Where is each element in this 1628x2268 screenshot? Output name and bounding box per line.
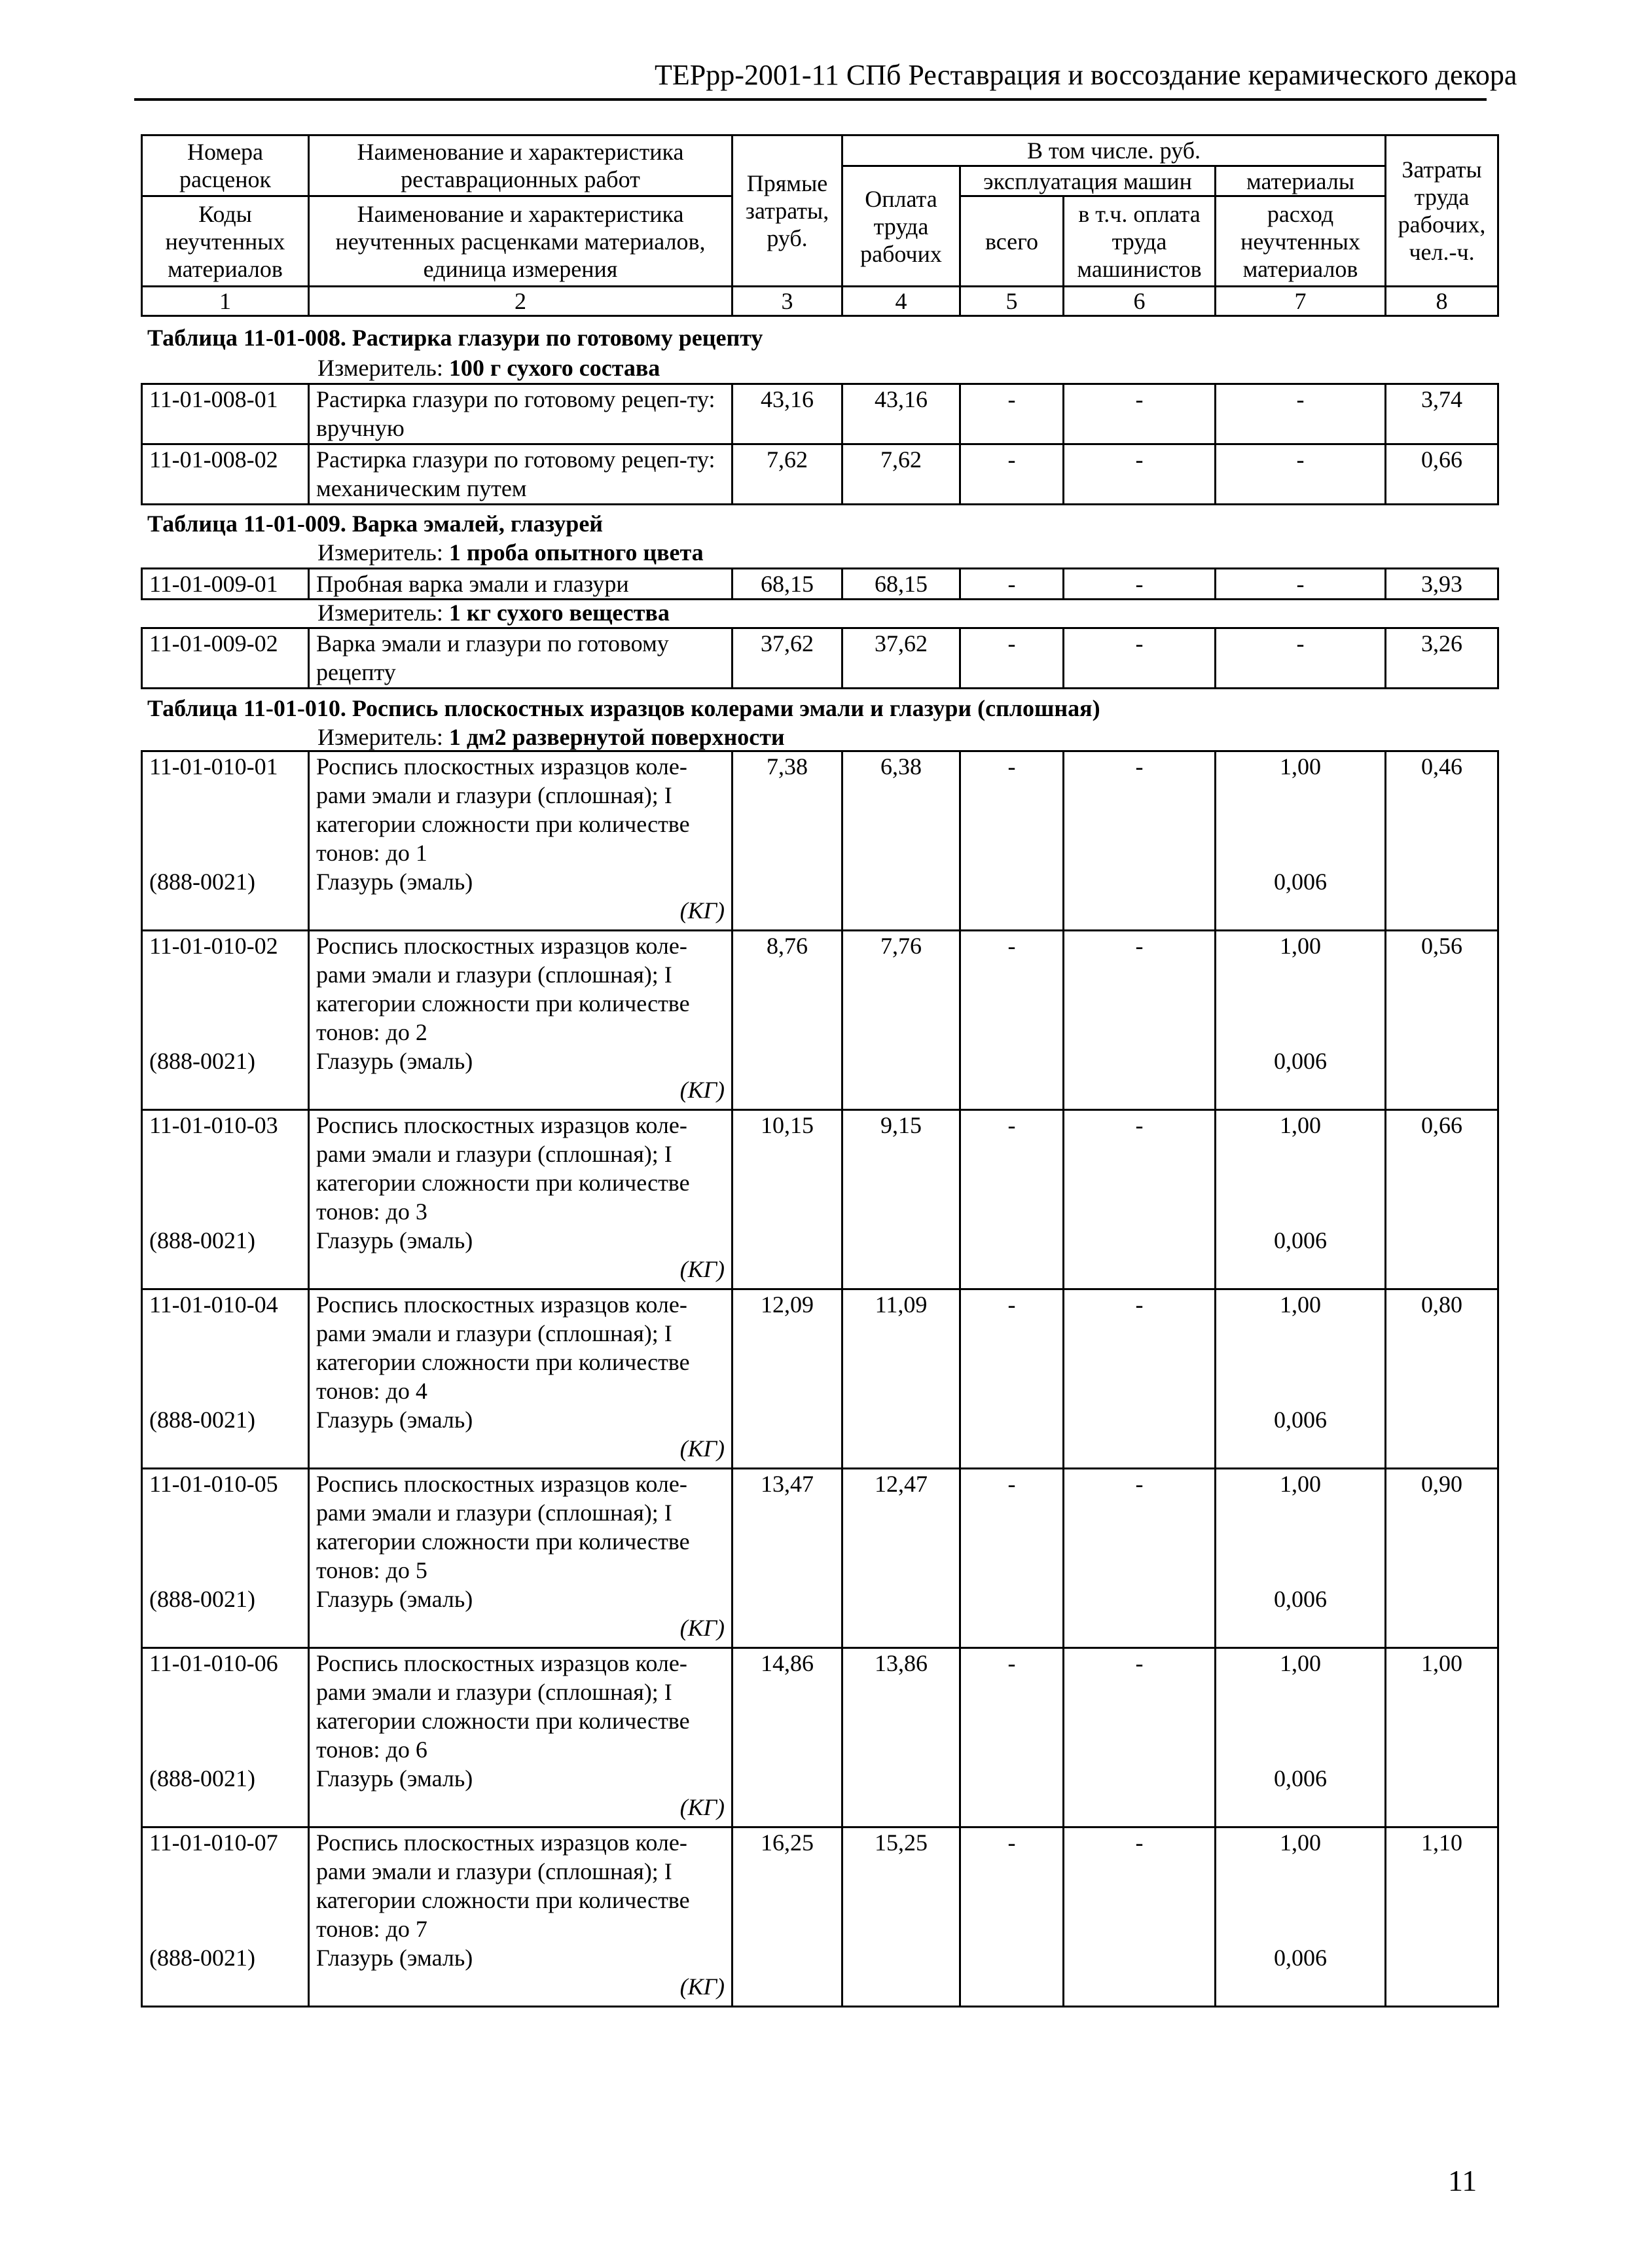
table-row [142,1110,1498,1289]
row-mat: - [1216,384,1386,444]
row-mat: - [1216,444,1386,505]
row-mach: - [960,569,1064,600]
row-hours: 0,90 [1386,1469,1498,1648]
row-name-line: рами эмали и глазури (сплошная); I [316,1858,672,1884]
table-010-title: Таблица 11-01-010. Роспись плоскостных изразцов колерами эмали и глазури (сплошная) [147,695,1100,721]
row-direct: 7,38 [733,751,842,931]
row-name-cell [309,1469,733,1648]
row-name-line: тонов: до 5 [316,1557,427,1583]
row-code-cell [142,931,309,1110]
table-row [142,1648,1498,1827]
row-name-line: категории сложности при количестве [316,1887,690,1913]
row-labor: 43,16 [842,384,960,444]
row-name-line: рами эмали и глазури (сплошная); I [316,962,672,988]
material-code: (888-0021) [149,1048,255,1074]
row-mat: 1,00 [1280,753,1321,780]
row-name-line: Роспись плоскостных изразцов коле- [316,933,687,959]
row-name-line: тонов: до 1 [316,840,427,866]
row-name-line: Роспись плоскостных изразцов коле- [316,1471,687,1497]
col-head-labor: Оплата труда рабочих [842,166,960,287]
row-mach: - [960,384,1064,444]
row-name-line: категории сложности при количестве [316,811,690,837]
row-mach-labor: - [1064,444,1216,505]
row-mach-labor: - [1064,569,1216,600]
material-code: (888-0021) [149,1945,255,1971]
row-mach-labor: - [1064,931,1216,1110]
row-labor: 13,86 [842,1648,960,1827]
material-code: (888-0021) [149,869,255,895]
row-direct: 12,09 [733,1289,842,1469]
row-hours: 1,00 [1386,1648,1498,1827]
material-qty: 0,006 [1274,1765,1327,1791]
material-name: Глазурь (эмаль) [316,1227,473,1253]
row-mat-cell [1216,1289,1386,1469]
measure-value: 1 дм2 развернутой поверхности [448,724,785,750]
material-unit: (КГ) [679,897,725,924]
row-name-line: Роспись плоскостных изразцов коле- [316,1650,687,1676]
row-direct: 68,15 [733,569,842,600]
row-mat: 1,00 [1280,933,1321,959]
row-direct: 13,47 [733,1469,842,1648]
row-name-line: Роспись плоскостных изразцов коле- [316,1112,687,1138]
table-008 [141,383,1499,505]
material-name: Глазурь (эмаль) [316,1586,473,1612]
row-name-cell [309,931,733,1110]
row-name-line: Роспись плоскостных изразцов коле- [316,1291,687,1318]
row-mach: - [960,1648,1064,1827]
table-008-title: Таблица 11-01-008. Растирка глазури по готовому рецепту [147,325,763,351]
row-mach-labor: - [1064,1469,1216,1648]
table-row [142,1827,1498,2007]
row-name-cell [309,1648,733,1827]
row-name-line: тонов: до 6 [316,1737,427,1763]
material-code: (888-0021) [149,1407,255,1433]
header-rule [134,98,1487,101]
row-name-line: категории сложности при количестве [316,990,690,1017]
table-009-measure-2 [317,598,670,627]
table-009-measure-1 [317,538,704,567]
measure-value: 1 проба опытного цвета [448,539,704,566]
row-name-line: рами эмали и глазури (сплошная); I [316,1679,672,1705]
measure-label: Измеритель: [317,600,449,626]
row-name-line: рами эмали и глазури (сплошная); I [316,782,672,808]
row-hours: 0,56 [1386,931,1498,1110]
row-mach: - [960,628,1064,689]
row-mach-labor: - [1064,751,1216,931]
col-num-8: 8 [1386,287,1498,316]
page-number: 11 [1448,2164,1477,2197]
row-name-line: рами эмали и глазури (сплошная); I [316,1141,672,1167]
material-name: Глазурь (эмаль) [316,869,473,895]
table-row [142,384,1498,444]
measure-value: 100 г сухого состава [448,355,660,381]
material-qty: 0,006 [1274,1945,1327,1971]
table-008-measure [317,353,660,382]
row-mat: 1,00 [1280,1291,1321,1318]
material-qty: 0,006 [1274,1586,1327,1612]
col-head-name: Наименование и характеристика реставрационных работ [309,135,733,196]
material-unit: (КГ) [679,1973,725,2000]
row-direct: 43,16 [733,384,842,444]
material-qty: 0,006 [1274,1048,1327,1074]
row-mat-cell [1216,1648,1386,1827]
material-name: Глазурь (эмаль) [316,1765,473,1791]
col-head-hours: Затраты труда рабочих, чел.-ч. [1386,135,1498,287]
table-010 [141,750,1499,2007]
row-mach: - [960,931,1064,1110]
row-code: 11-01-010-06 [149,1650,278,1676]
material-unit: (КГ) [679,1077,725,1103]
material-code: (888-0021) [149,1586,255,1612]
row-mat: 1,00 [1280,1650,1321,1676]
row-name-line: категории сложности при количестве [316,1349,690,1375]
row-code-cell [142,1110,309,1289]
material-qty: 0,006 [1274,869,1327,895]
row-code-cell [142,1289,309,1469]
column-header-table [141,134,1499,317]
row-direct: 14,86 [733,1648,842,1827]
col-num-4: 4 [842,287,960,316]
table-row [142,628,1498,689]
row-hours: 3,93 [1386,569,1498,600]
row-labor: 7,76 [842,931,960,1110]
row-code-cell [142,1469,309,1648]
col-head-materials: материалы [1216,166,1386,196]
row-name-line: тонов: до 4 [316,1378,427,1404]
row-code: 11-01-010-03 [149,1112,278,1138]
row-labor: 15,25 [842,1827,960,2007]
material-unit: (КГ) [679,1435,725,1462]
row-mat: 1,00 [1280,1829,1321,1856]
row-mach: - [960,1469,1064,1648]
material-qty: 0,006 [1274,1407,1327,1433]
table-row [142,1469,1498,1648]
col-num-3: 3 [733,287,842,316]
table-009-title: Таблица 11-01-009. Варка эмалей, глазурей [147,511,604,537]
row-mat: 1,00 [1280,1471,1321,1497]
row-mach-labor: - [1064,1289,1216,1469]
row-name: Варка эмали и глазури по готовому рецепту [309,628,733,689]
material-name: Глазурь (эмаль) [316,1407,473,1433]
row-labor: 12,47 [842,1469,960,1648]
row-name-line: Роспись плоскостных изразцов коле- [316,1829,687,1856]
row-hours: 3,26 [1386,628,1498,689]
row-mat-cell [1216,1469,1386,1648]
row-direct: 7,62 [733,444,842,505]
row-name-line: рами эмали и глазури (сплошная); I [316,1500,672,1526]
row-labor: 68,15 [842,569,960,600]
row-mat-cell [1216,1827,1386,2007]
row-name: Пробная варка эмали и глазури [309,569,733,600]
row-name-line: тонов: до 3 [316,1198,427,1225]
row-mach: - [960,1110,1064,1289]
row-name-cell [309,1110,733,1289]
row-name-cell [309,1827,733,2007]
row-mach-labor: - [1064,1827,1216,2007]
row-name-line: тонов: до 7 [316,1916,427,1942]
col-head-material-name: Наименование и характеристика неучтенных расценками материалов, единица измерения [309,196,733,287]
row-labor: 37,62 [842,628,960,689]
table-row [142,444,1498,505]
row-code-cell [142,751,309,931]
col-head-machines: эксплуатация машин [960,166,1216,196]
row-direct: 10,15 [733,1110,842,1289]
row-labor: 7,62 [842,444,960,505]
material-name: Глазурь (эмаль) [316,1048,473,1074]
col-head-mat-usage: расход неучтенных материалов [1216,196,1386,287]
page-header: ТЕРрр-2001-11 СПб Реставрация и воссоздание керамического декора [655,59,1517,91]
material-code: (888-0021) [149,1765,255,1791]
measure-value: 1 кг сухого вещества [448,600,670,626]
row-name-cell [309,751,733,931]
row-name-cell [309,1289,733,1469]
row-name: Растирка глазури по готовому рецеп-ту: механическим путем [309,444,733,505]
material-code: (888-0021) [149,1227,255,1253]
col-head-mach-labor: в т.ч. оплата труда машинистов [1064,196,1216,287]
col-num-2: 2 [309,287,733,316]
row-mach: - [960,1827,1064,2007]
row-labor: 9,15 [842,1110,960,1289]
row-code: 11-01-010-02 [149,933,278,959]
row-direct: 8,76 [733,931,842,1110]
row-mat: - [1216,628,1386,689]
col-head-codes: Коды неучтенных материалов [142,196,309,287]
col-head-number: Номера расценок [142,135,309,196]
row-name-line: Роспись плоскостных изразцов коле- [316,753,687,780]
material-qty: 0,006 [1274,1227,1327,1253]
row-name-line: рами эмали и глазури (сплошная); I [316,1320,672,1346]
row-mach-labor: - [1064,384,1216,444]
row-mat-cell [1216,1110,1386,1289]
row-code: 11-01-008-02 [142,444,309,505]
row-mach-labor: - [1064,628,1216,689]
col-num-5: 5 [960,287,1064,316]
row-mach: - [960,444,1064,505]
table-009-a [141,567,1499,600]
row-hours: 1,10 [1386,1827,1498,2007]
row-labor: 11,09 [842,1289,960,1469]
table-row [142,751,1498,931]
row-code: 11-01-009-01 [142,569,309,600]
material-unit: (КГ) [679,1794,725,1820]
row-mat-cell [1216,751,1386,931]
row-direct: 37,62 [733,628,842,689]
row-code: 11-01-008-01 [142,384,309,444]
col-num-6: 6 [1064,287,1216,316]
table-010-measure [317,723,785,751]
row-mach-labor: - [1064,1110,1216,1289]
row-code: 11-01-010-04 [149,1291,278,1318]
row-code-cell [142,1827,309,2007]
row-code: 11-01-010-01 [149,753,278,780]
row-code: 11-01-009-02 [142,628,309,689]
row-code: 11-01-010-05 [149,1471,278,1497]
row-mat: 1,00 [1280,1112,1321,1138]
row-mach: - [960,1289,1064,1469]
row-labor: 6,38 [842,751,960,931]
row-mat-cell [1216,931,1386,1110]
row-mach: - [960,751,1064,931]
table-row [142,931,1498,1110]
col-num-7: 7 [1216,287,1386,316]
measure-label: Измеритель: [317,539,449,566]
col-head-including: В том числе. руб. [842,135,1386,166]
col-head-mach-total: всего [960,196,1064,287]
row-hours: 0,66 [1386,1110,1498,1289]
material-name: Глазурь (эмаль) [316,1945,473,1971]
row-hours: 3,74 [1386,384,1498,444]
measure-label: Измеритель: [317,355,449,381]
row-name-line: категории сложности при количестве [316,1708,690,1734]
measure-label: Измеритель: [317,724,449,750]
row-name-line: категории сложности при количестве [316,1170,690,1196]
table-row [142,569,1498,600]
row-code-cell [142,1648,309,1827]
table-009-b [141,627,1499,689]
material-unit: (КГ) [679,1256,725,1282]
col-num-1: 1 [142,287,309,316]
material-unit: (КГ) [679,1615,725,1641]
row-name: Растирка глазури по готовому рецеп-ту: вручную [309,384,733,444]
row-hours: 0,46 [1386,751,1498,931]
row-code: 11-01-010-07 [149,1829,278,1856]
table-row [142,1289,1498,1469]
row-name-line: категории сложности при количестве [316,1528,690,1555]
col-head-direct: Прямые затраты, руб. [733,135,842,287]
row-name-line: тонов: до 2 [316,1019,427,1045]
row-direct: 16,25 [733,1827,842,2007]
row-mach-labor: - [1064,1648,1216,1827]
row-hours: 0,66 [1386,444,1498,505]
row-mat: - [1216,569,1386,600]
row-hours: 0,80 [1386,1289,1498,1469]
